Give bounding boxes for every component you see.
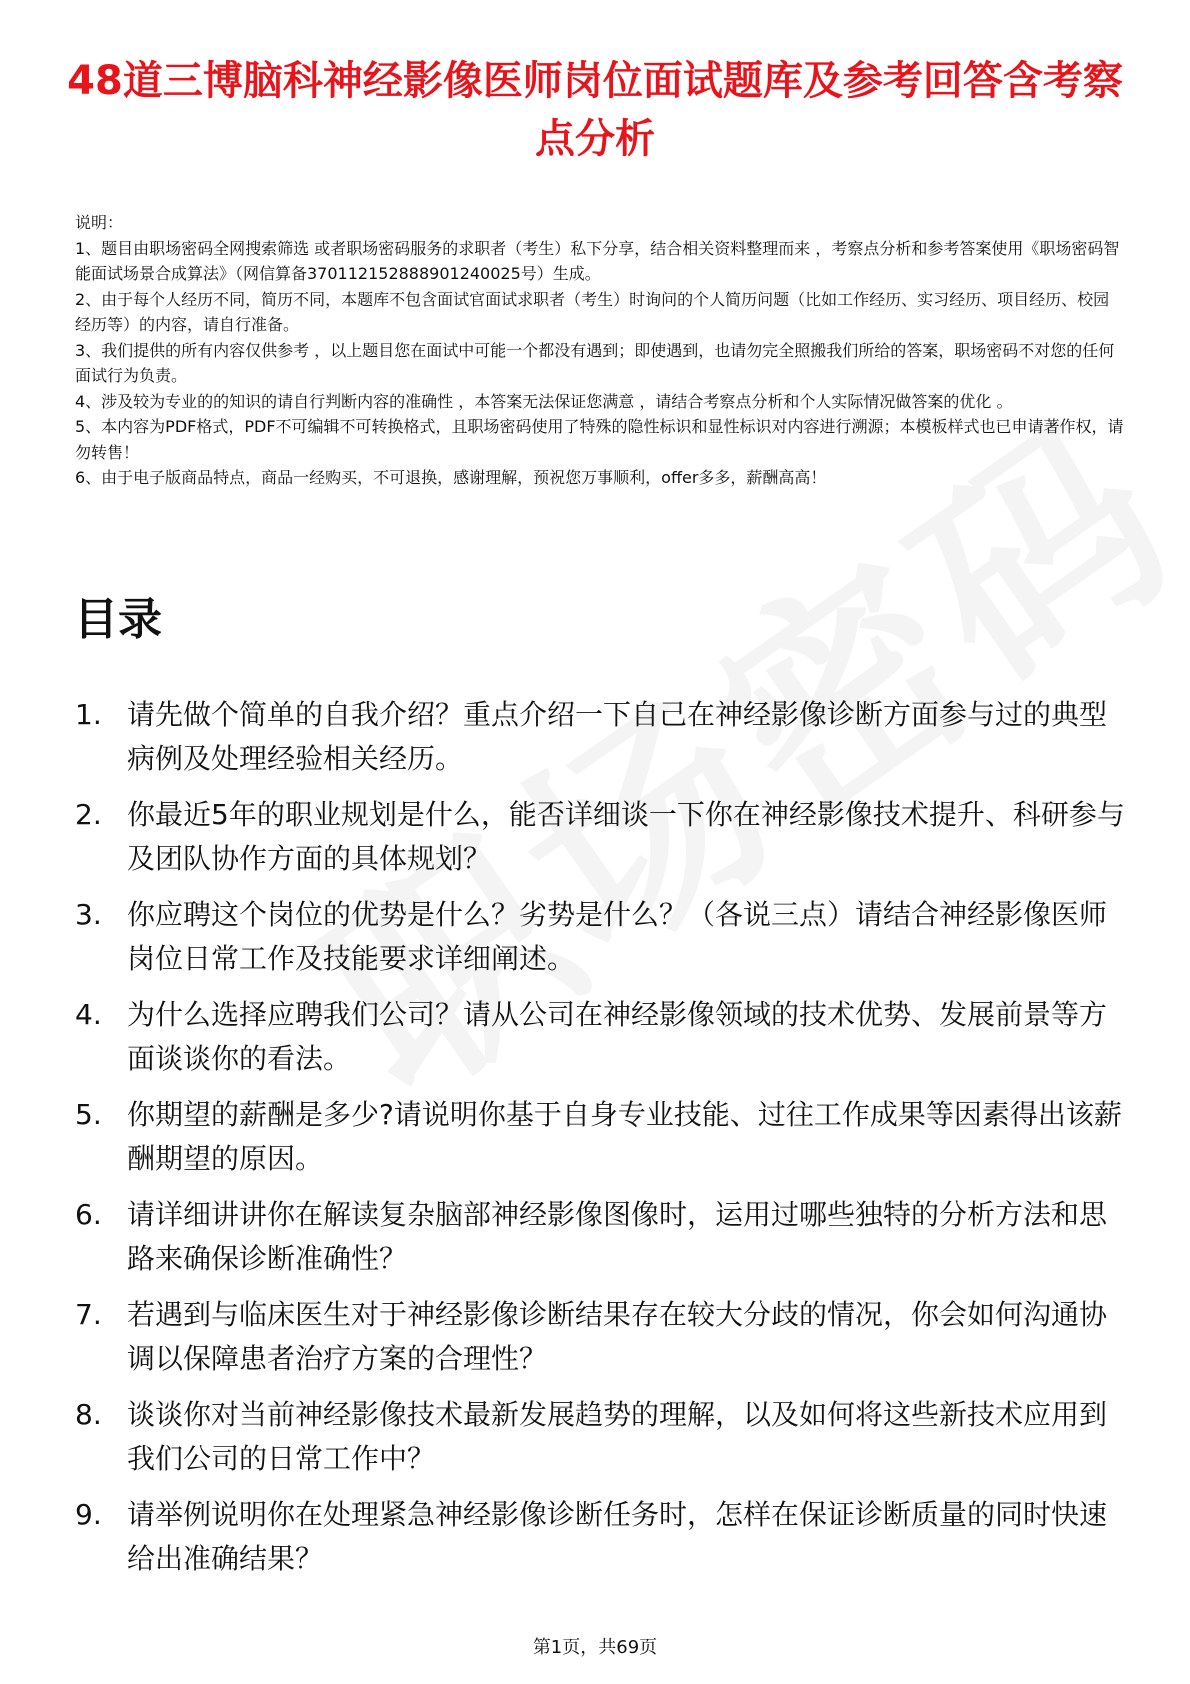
toc-item-text: 请举例说明你在处理紧急神经影像诊断任务时，怎样在保证诊断质量的同时快速给出准确结果？	[127, 1498, 1108, 1575]
toc-item-number: 4.	[75, 998, 102, 1031]
toc-item[interactable]	[75, 793, 1135, 893]
toc-item[interactable]	[75, 693, 1135, 793]
toc-item[interactable]	[75, 893, 1135, 993]
toc-item-text: 你应聘这个岗位的优势是什么？劣势是什么？（各说三点）请结合神经影像医师岗位日常工作及技能要求详细阐述。	[127, 898, 1108, 975]
toc-item-text: 你期望的薪酬是多少?请说明你基于自身专业技能、过往工作成果等因素得出该薪酬期望的原因。	[127, 1098, 1122, 1175]
toc-heading: 目录	[74, 594, 162, 645]
document-title: 48道三博脑科神经影像医师岗位面试题库及参考回答含考察点分析	[67, 58, 1123, 162]
toc-item-number: 8.	[75, 1398, 102, 1431]
note-item: 5、本内容为PDF格式，PDF不可编辑不可转换格式，且职场密码使用了特殊的隐性标识和显性标识对内容进行溯源；本模板样式也已申请著作权，请勿转售！	[75, 417, 1124, 462]
toc-item-number: 5.	[75, 1098, 102, 1131]
note-item: 6、由于电子版商品特点，商品一经购买，不可退换，感谢理解，预祝您万事顺利，offer多多，薪酬高高！	[75, 468, 827, 487]
page-footer: 第1页，共69页	[532, 1637, 658, 1658]
toc-item-text: 若遇到与临床医生对于神经影像诊断结果存在较大分歧的情况，你会如何沟通协调以保障患者治疗方案的合理性？	[127, 1298, 1108, 1375]
toc-item-text: 你最近5年的职业规划是什么，能否详细谈一下你在神经影像技术提升、科研参与及团队协作方面的具体规划？	[127, 798, 1125, 875]
note-item: 2、由于每个人经历不同，简历不同，本题库不包含面试官面试求职者（考生）时询问的个人简历问题（比如工作经历、实习经历、项目经历、校园经历等）的内容，请自行准备。	[75, 289, 1110, 334]
toc-item-number: 6.	[75, 1198, 102, 1231]
toc-item[interactable]	[75, 1093, 1135, 1193]
note-item: 1、题目由职场密码全网搜索筛选 或者职场密码服务的求职者（考生）私下分享，结合相关资料整理而来 ，考察点分析和参考答案使用《职场密码智能面试场景合成算法》（网信算备370112152888901240025号）生成。	[75, 238, 1120, 283]
toc-item-number: 1.	[75, 698, 102, 731]
toc-item-text: 为什么选择应聘我们公司？请从公司在神经影像领域的技术优势、发展前景等方面谈谈你的看法。	[127, 998, 1108, 1075]
note-item: 4、涉及较为专业的的知识的请自行判断内容的准确性 ，本答案无法保证您满意 ，请结合考察点分析和个人实际情况做答案的优化 。	[75, 391, 1013, 411]
toc-item-number: 9.	[75, 1498, 102, 1531]
note-item: 3、我们提供的所有内容仅供参考 ，以上题目您在面试中可能一个都没有遇到；即使遇到，也请勿完全照搬我们所给的答案，职场密码不对您的任何面试行为负责。	[75, 340, 1115, 385]
notes-section	[75, 210, 1125, 491]
toc-item-number: 7.	[75, 1298, 102, 1331]
toc-item[interactable]	[75, 1393, 1135, 1493]
toc-item-text: 谈谈你对当前神经影像技术最新发展趋势的理解，以及如何将这些新技术应用到我们公司的日常工作中？	[127, 1398, 1108, 1475]
toc-item[interactable]	[75, 1193, 1135, 1293]
toc-item-number: 3.	[75, 898, 102, 931]
toc-item[interactable]	[75, 1493, 1135, 1593]
toc-item[interactable]	[75, 1293, 1135, 1393]
toc-item-text: 请先做个简单的自我介绍？重点介绍一下自己在神经影像诊断方面参与过的典型病例及处理经验相关经历。	[127, 698, 1108, 775]
toc-item[interactable]	[75, 993, 1135, 1093]
table-of-contents	[75, 693, 1135, 1593]
notes-heading: 说明：	[75, 213, 124, 232]
toc-item-text: 请详细讲讲你在解读复杂脑部神经影像图像时，运用过哪些独特的分析方法和思路来确保诊断准确性？	[127, 1198, 1108, 1275]
toc-item-number: 2.	[75, 798, 102, 831]
